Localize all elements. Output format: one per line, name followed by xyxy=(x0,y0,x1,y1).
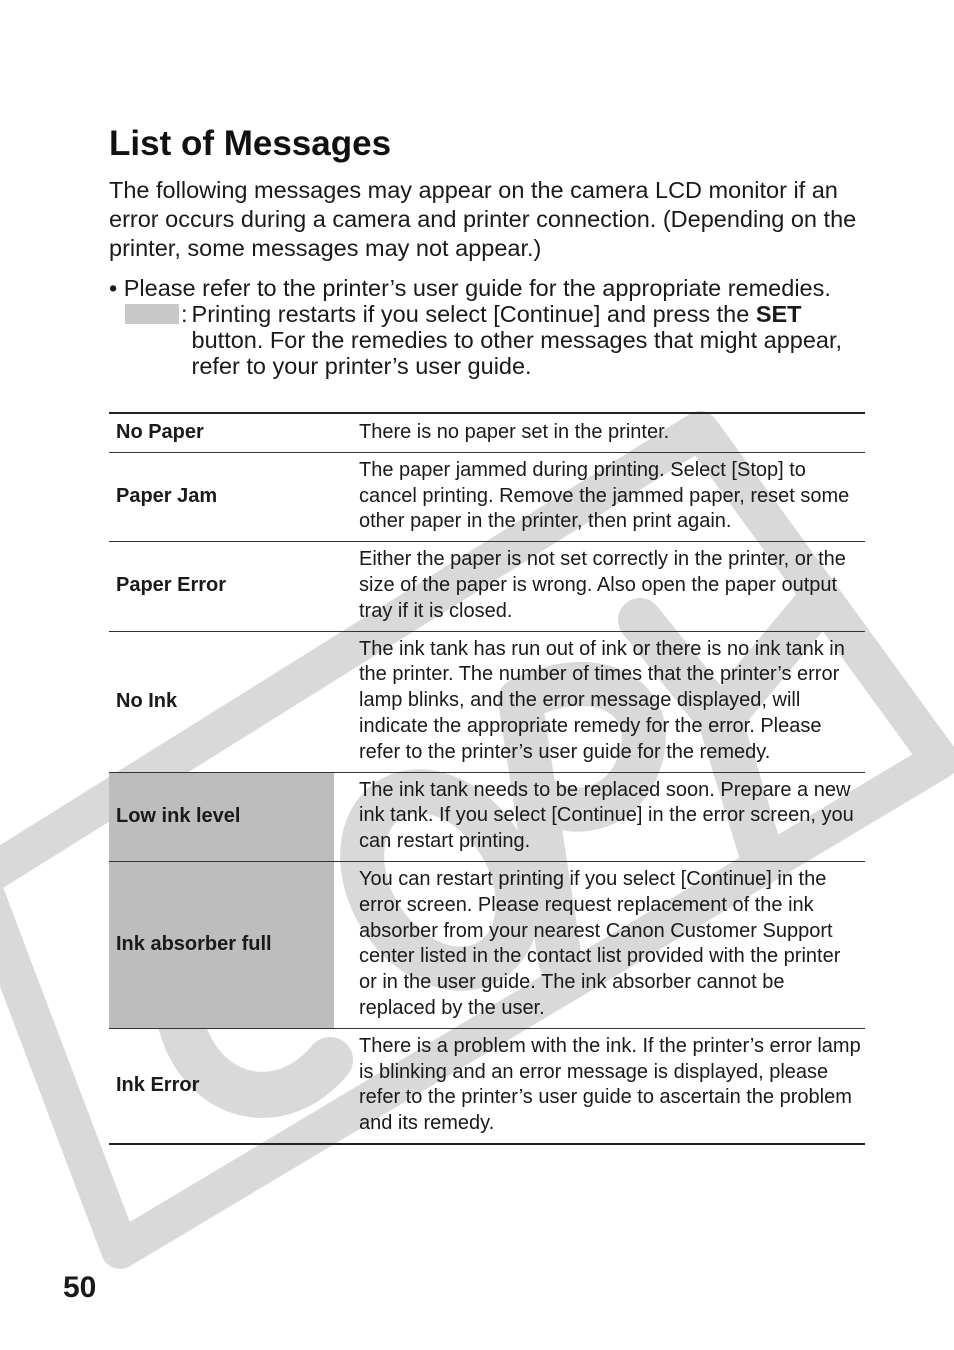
note-colon: : xyxy=(181,301,188,327)
message-name: Ink Error xyxy=(109,1028,334,1144)
message-name: No Paper xyxy=(109,413,334,452)
table-row xyxy=(109,1028,865,1144)
bullet-note: • Please refer to the printer’s user guide for the appropriate remedies. xyxy=(109,275,831,301)
message-description: You can restart printing if you select [Continue] in the error screen. Please request replacement of the ink absorber from your nearest Canon Customer Support center listed in the contact list provided with the printer or in the user guide. The ink absorber cannot be replaced by the user. xyxy=(334,861,865,1028)
intro-text: The following messages may appear on the camera LCD monitor if an error occurs during a camera and printer connection. (Depending on the printer, some messages may not appear.) xyxy=(109,177,857,261)
message-name: No Ink xyxy=(109,631,334,772)
message-description: There is no paper set in the printer. xyxy=(334,413,865,452)
note-text xyxy=(190,301,865,379)
message-description: The ink tank has run out of ink or there is no ink tank in the printer. The number of times that the printer’s error lamp blinks, and the error message displayed, will indicate the appropriate remedy for the error. Please refer to the printer’s user guide for the remedy. xyxy=(334,631,865,772)
message-description: The paper jammed during printing. Select [Stop] to cancel printing. Remove the jammed paper, reset some other paper in the printer, then print again. xyxy=(334,452,865,541)
table-row xyxy=(109,452,865,541)
table-row xyxy=(109,861,865,1028)
message-name: Paper Error xyxy=(109,542,334,631)
messages-table xyxy=(109,412,865,1145)
shade-legend-swatch xyxy=(125,304,179,324)
shaded-note xyxy=(125,301,865,379)
page-title: List of Messages xyxy=(109,124,392,163)
table-row xyxy=(109,413,865,452)
message-description: Either the paper is not set correctly in the printer, or the size of the paper is wrong. Also open the paper output tray if it is closed. xyxy=(334,542,865,631)
message-name: Paper Jam xyxy=(109,452,334,541)
table-row xyxy=(109,542,865,631)
note-text-prefix: Printing restarts if you select [Continue] and press the xyxy=(191,301,756,327)
table-row xyxy=(109,772,865,861)
note-text-suffix: button. For the remedies to other messages that might appear, refer to your printer’s user guide. xyxy=(191,327,843,379)
message-description: There is a problem with the ink. If the printer’s error lamp is blinking and an error message is displayed, please refer to the printer’s user guide to ascertain the problem and its remedy. xyxy=(334,1028,865,1144)
message-name: Low ink level xyxy=(109,772,334,861)
page-number: 50 xyxy=(63,1271,97,1304)
message-description: The ink tank needs to be replaced soon. Prepare a new ink tank. If you select [Continue] in the error screen, you can restart printing. xyxy=(334,772,865,861)
page-content xyxy=(109,122,865,379)
set-button-label: SET xyxy=(755,301,802,327)
message-name: Ink absorber full xyxy=(109,861,334,1028)
table-row xyxy=(109,631,865,772)
